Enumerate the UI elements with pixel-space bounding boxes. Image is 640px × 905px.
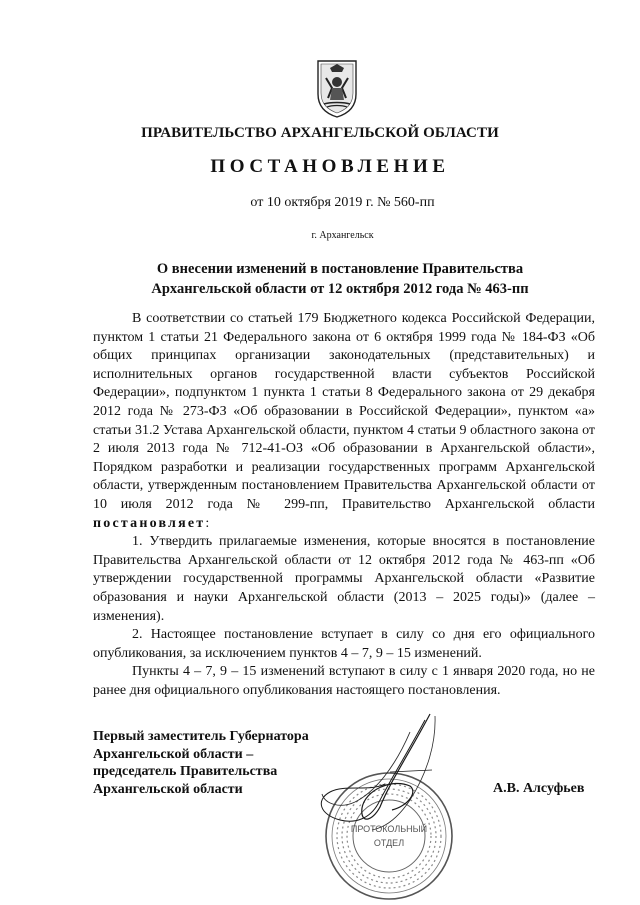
signatory-name: А.В. Алсуфьев	[493, 781, 585, 796]
stamp-text: ПРОТОКОЛЬНЫЙ	[350, 824, 428, 834]
item-paragraph: 2. Настоящее постановление вступает в силу со дня его официального опубликования, за исключением пунктов 4 – 7, 9 – 15 изменений.	[93, 627, 595, 661]
position-line: председатель Правительства	[93, 764, 278, 779]
position-line: Архангельской области –	[93, 746, 254, 762]
government-title: ПРАВИТЕЛЬСТВО АРХАНГЕЛЬСКОЙ ОБЛАСТИ	[141, 125, 499, 141]
document-body	[93, 310, 595, 700]
document-date-number: от 10 октября 2019 г. № 560-пп	[250, 195, 435, 210]
position-line: Архангельской области	[93, 781, 243, 797]
document-heading	[100, 259, 580, 299]
stamp-text: ОТДЕЛ	[373, 838, 405, 848]
heading-line: О внесении изменений в постановление Правительства	[156, 261, 524, 277]
preamble-text: В соответствии со статьей 179 Бюджетного кодекса Российской Федерации, пунктом 1 статьи 21 Федерального закона от 6 октября 1999 года № 184-ФЗ «Об общих принципах организации законодательных (представительных) и исполнительных органов государственной власти субъектов Российской Федерации», подпунктом 1 пункта 1 статьи 8 Федерального закона от 29 декабря 2012 года № 273-ФЗ «Об образовании в Российской Федерации», пунктом «а» статьи 31.2 Устава Архангельской области, пунктом 4 статьи 9 областного закона от 2 июля 2013 года № 712-41-ОЗ «Об образовании в Архангельской области», Порядком разработки и реализации государственных программ Архангельской области, утвержденным постановлением Правительства Архангельской области от 10 июля 2012 года № 299-пп, Правительство Архангельской области	[93, 311, 595, 512]
preamble-paragraph	[93, 310, 595, 533]
decree-word: постановляет	[93, 515, 206, 531]
handwritten-signature	[260, 712, 460, 832]
heading-line: Архангельской области от 12 октября 2012 года № 463-пп	[151, 281, 529, 297]
coat-of-arms-icon	[314, 58, 360, 118]
decree-colon: :	[205, 515, 210, 531]
item-paragraph: 1. Утвердить прилагаемые изменения, которые вносятся в постановление Правительства Архангельской области от 12 октября 2012 года № 463-пп «Об утверждении государственной программы Архангельской области «Развитие образования и науки Архангельской области (2013 – 2025 годы)» (далее – изменения).	[93, 534, 595, 624]
item-paragraph: Пункты 4 – 7, 9 – 15 изменений вступают в силу с 1 января 2020 года, но не ранее дня официального опубликования настоящего постановления.	[93, 664, 595, 698]
document-type: ПОСТАНОВЛЕНИЕ	[210, 156, 450, 177]
document-city: г. Архангельск	[311, 230, 374, 241]
position-line: Первый заместитель Губернатора	[93, 729, 309, 744]
